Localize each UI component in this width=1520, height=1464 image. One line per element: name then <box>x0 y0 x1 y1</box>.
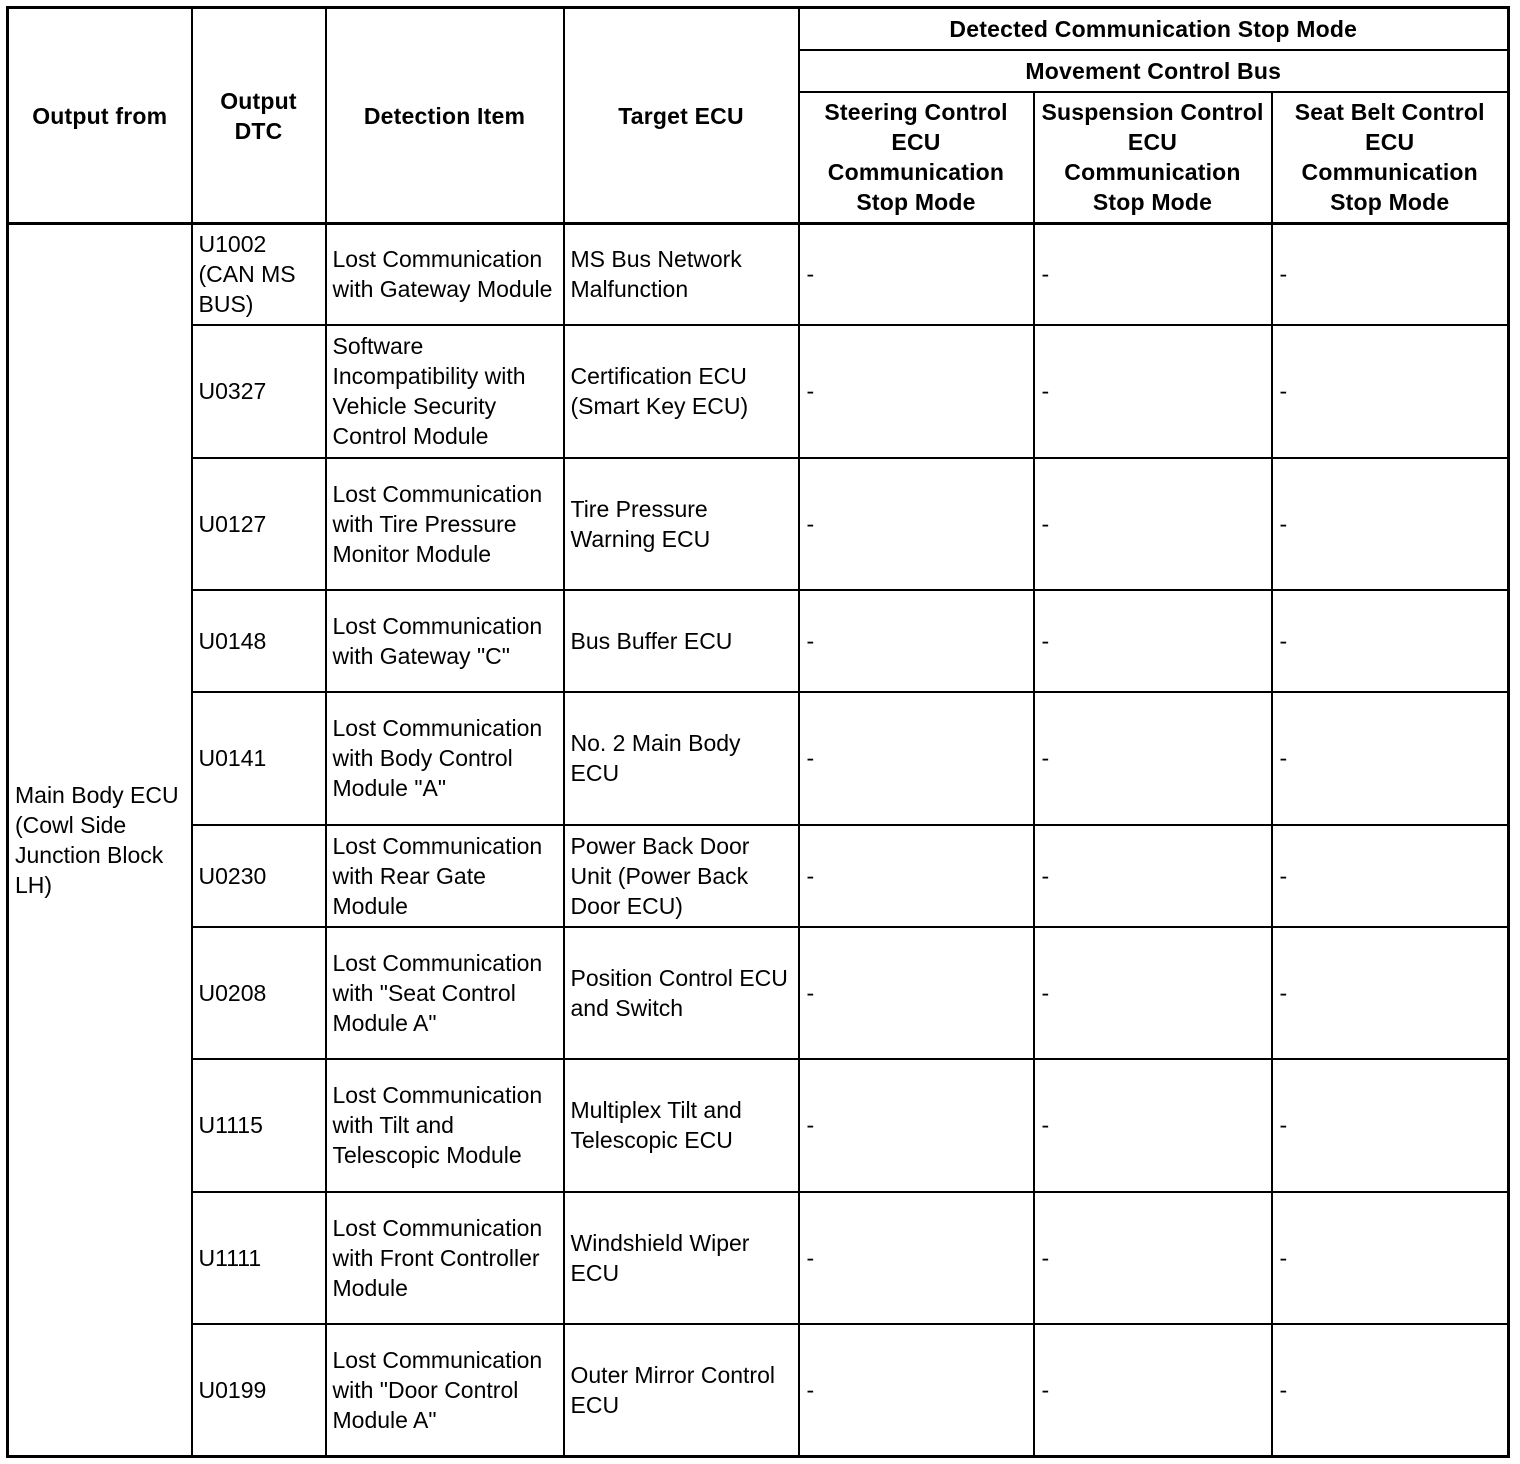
detection-item-cell: Lost Communication with Tilt and Telescopic Module <box>326 1059 564 1192</box>
header-suspension: Suspension Control ECU Communication Stop Mode <box>1034 92 1272 224</box>
dtc-table <box>6 6 1510 1458</box>
seat-belt-cell: - <box>1272 927 1509 1059</box>
target-ecu-cell: No. 2 Main Body ECU <box>564 692 799 825</box>
suspension-cell: - <box>1034 825 1272 927</box>
suspension-cell: - <box>1034 1059 1272 1192</box>
dtc-cell: U0199 <box>192 1324 326 1457</box>
table-row <box>8 1324 1509 1457</box>
header-detected-mode: Detected Communication Stop Mode <box>799 8 1509 50</box>
detection-item-cell: Lost Communication with Gateway Module <box>326 224 564 325</box>
table-row <box>8 590 1509 692</box>
seat-belt-cell: - <box>1272 458 1509 590</box>
table-row <box>8 927 1509 1059</box>
dtc-cell: U1002 (CAN MS BUS) <box>192 224 326 325</box>
seat-belt-cell: - <box>1272 590 1509 692</box>
suspension-cell: - <box>1034 927 1272 1059</box>
target-ecu-cell: Certification ECU (Smart Key ECU) <box>564 325 799 458</box>
steering-cell: - <box>799 1192 1034 1324</box>
seat-belt-cell: - <box>1272 224 1509 325</box>
table-row <box>8 458 1509 590</box>
dtc-cell: U0208 <box>192 927 326 1059</box>
target-ecu-cell: Bus Buffer ECU <box>564 590 799 692</box>
dtc-cell: U0327 <box>192 325 326 458</box>
header-seat-belt: Seat Belt Control ECU Communication Stop Mode <box>1272 92 1509 224</box>
suspension-cell: - <box>1034 325 1272 458</box>
steering-cell: - <box>799 692 1034 825</box>
header-movement-bus: Movement Control Bus <box>799 50 1509 92</box>
seat-belt-cell: - <box>1272 692 1509 825</box>
target-ecu-cell: MS Bus Network Malfunction <box>564 224 799 325</box>
table-row <box>8 692 1509 825</box>
steering-cell: - <box>799 325 1034 458</box>
suspension-cell: - <box>1034 224 1272 325</box>
table-row <box>8 1059 1509 1192</box>
detection-item-cell: Lost Communication with "Door Control Module A" <box>326 1324 564 1457</box>
dtc-cell: U0230 <box>192 825 326 927</box>
target-ecu-cell: Multiplex Tilt and Telescopic ECU <box>564 1059 799 1192</box>
seat-belt-cell: - <box>1272 325 1509 458</box>
steering-cell: - <box>799 1059 1034 1192</box>
target-ecu-cell: Power Back Door Unit (Power Back Door ECU) <box>564 825 799 927</box>
steering-cell: - <box>799 224 1034 325</box>
target-ecu-cell: Windshield Wiper ECU <box>564 1192 799 1324</box>
seat-belt-cell: - <box>1272 825 1509 927</box>
header-output-from: Output from <box>8 8 192 224</box>
table-row <box>8 224 1509 325</box>
target-ecu-cell: Outer Mirror Control ECU <box>564 1324 799 1457</box>
output-from-cell: Main Body ECU (Cowl Side Junction Block LH) <box>8 224 192 1457</box>
steering-cell: - <box>799 825 1034 927</box>
seat-belt-cell: - <box>1272 1059 1509 1192</box>
detection-item-cell: Lost Communication with Body Control Module "A" <box>326 692 564 825</box>
header-steering: Steering Control ECU Communication Stop Mode <box>799 92 1034 224</box>
detection-item-cell: Lost Communication with Tire Pressure Monitor Module <box>326 458 564 590</box>
table-row <box>8 325 1509 458</box>
seat-belt-cell: - <box>1272 1324 1509 1457</box>
target-ecu-cell: Tire Pressure Warning ECU <box>564 458 799 590</box>
header-output-dtc: Output DTC <box>192 8 326 224</box>
dtc-cell: U0148 <box>192 590 326 692</box>
detection-item-cell: Lost Communication with Gateway "C" <box>326 590 564 692</box>
header-detection-item: Detection Item <box>326 8 564 224</box>
table-row <box>8 825 1509 927</box>
detection-item-cell: Lost Communication with "Seat Control Module A" <box>326 927 564 1059</box>
seat-belt-cell: - <box>1272 1192 1509 1324</box>
suspension-cell: - <box>1034 1324 1272 1457</box>
dtc-cell: U1111 <box>192 1192 326 1324</box>
suspension-cell: - <box>1034 1192 1272 1324</box>
steering-cell: - <box>799 1324 1034 1457</box>
suspension-cell: - <box>1034 458 1272 590</box>
dtc-cell: U0127 <box>192 458 326 590</box>
detection-item-cell: Software Incompatibility with Vehicle Security Control Module <box>326 325 564 458</box>
steering-cell: - <box>799 458 1034 590</box>
steering-cell: - <box>799 590 1034 692</box>
suspension-cell: - <box>1034 692 1272 825</box>
target-ecu-cell: Position Control ECU and Switch <box>564 927 799 1059</box>
dtc-cell: U1115 <box>192 1059 326 1192</box>
detection-item-cell: Lost Communication with Rear Gate Module <box>326 825 564 927</box>
steering-cell: - <box>799 927 1034 1059</box>
detection-item-cell: Lost Communication with Front Controller Module <box>326 1192 564 1324</box>
suspension-cell: - <box>1034 590 1272 692</box>
table-row <box>8 1192 1509 1324</box>
header-target-ecu: Target ECU <box>564 8 799 224</box>
dtc-cell: U0141 <box>192 692 326 825</box>
